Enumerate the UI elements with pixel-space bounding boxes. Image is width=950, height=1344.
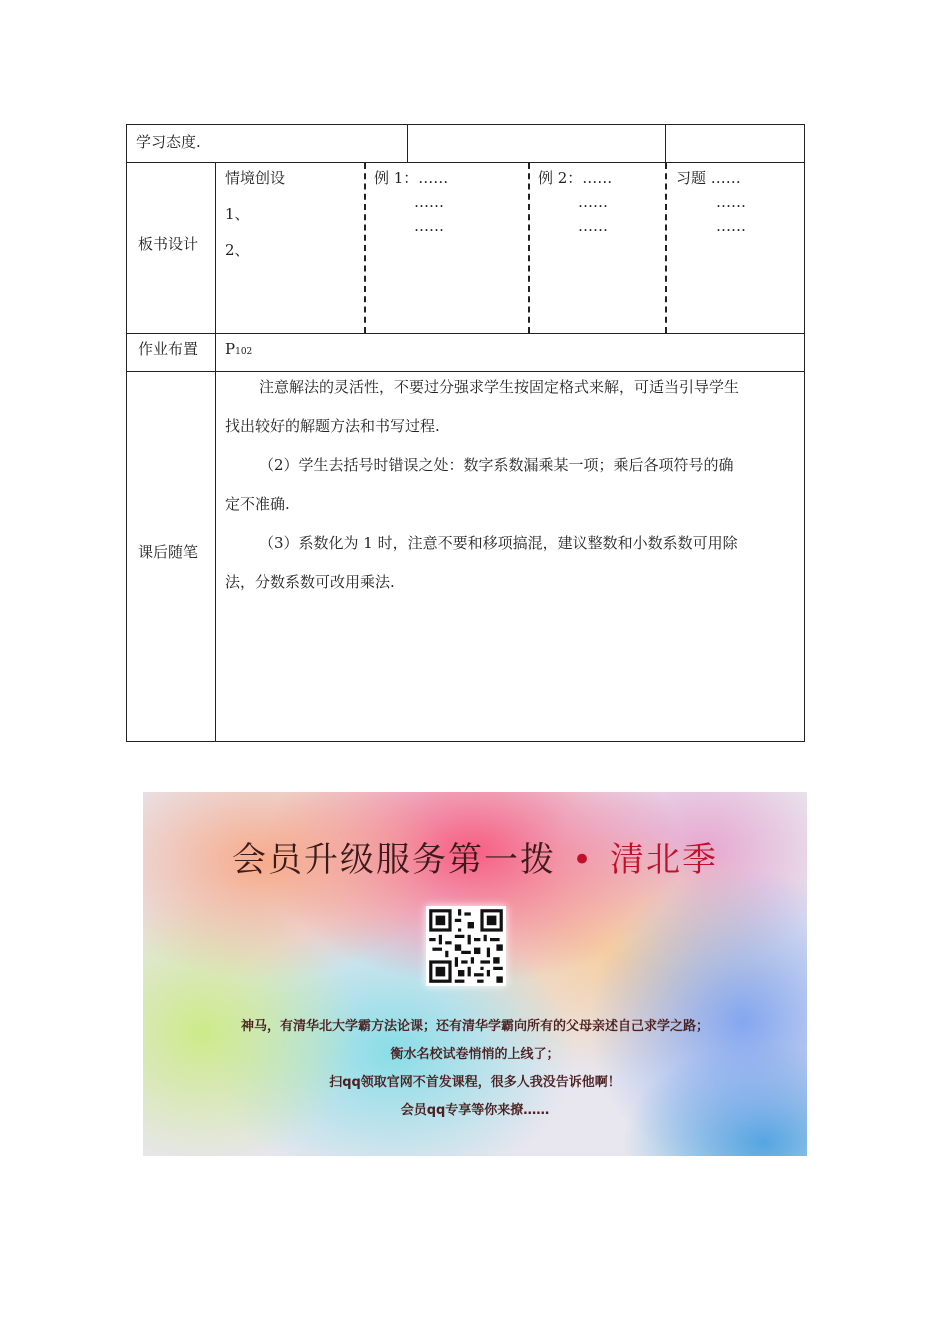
notes-line: 注意解法的灵活性，不要过分强求学生按固定格式来解，可适当引导学生 — [259, 378, 740, 396]
table-border — [126, 741, 805, 742]
example1-head: 例 1：…… — [374, 169, 449, 187]
table-border — [215, 162, 216, 742]
board-col1-line: 2、 — [225, 241, 250, 259]
homework-label: 作业布置 — [138, 340, 199, 358]
qr-code-graphic — [426, 906, 506, 986]
example1-line: …… — [414, 217, 444, 235]
example1-line: …… — [414, 193, 444, 211]
example2-head: 例 2：…… — [538, 169, 613, 187]
table-border — [126, 124, 805, 125]
board-col1-line: 情境创设 — [225, 169, 286, 187]
banner-line: 会员qq专享等你来撩…… — [400, 1103, 550, 1118]
banner-title-main: 会员升级服务第一拨 — [231, 840, 556, 880]
notes-line: 找出较好的解题方法和书写过程. — [225, 417, 440, 435]
notes-body — [225, 368, 799, 602]
table-border — [126, 124, 127, 742]
banner-line: 扫qq领取官网不首发课程，很多人我没告诉他啊！ — [329, 1075, 621, 1090]
table-dashed-border — [364, 163, 366, 333]
notes-line: 法，分数系数可改用乘法. — [225, 573, 395, 591]
banner-title-accent: 清北季 — [610, 840, 719, 880]
table-border — [407, 124, 408, 162]
banner-line: 神马，有清华北大学霸方法论课；还有清华学霸向所有的父母亲述自己求学之路； — [240, 1019, 709, 1034]
promo-banner — [143, 792, 807, 1156]
notes-line: 定不准确. — [225, 495, 290, 513]
board-design-label: 板书设计 — [138, 235, 199, 253]
notes-line: （3）系数化为 1 时，注意不要和移项搞混，建议整数和小数系数可用除 — [259, 534, 738, 552]
attitude-text: 学习态度. — [136, 133, 201, 151]
exercise-line: …… — [716, 193, 746, 211]
exercise-line: …… — [716, 217, 746, 235]
board-col1-line: 1、 — [225, 205, 250, 223]
table-dashed-border — [665, 163, 667, 333]
table-border — [665, 124, 666, 162]
notes-label: 课后随笔 — [138, 543, 199, 561]
banner-title — [143, 832, 807, 881]
qr-code-icon[interactable] — [426, 906, 506, 986]
table-border — [126, 162, 805, 163]
exercise-head: 习题 …… — [676, 169, 741, 187]
notes-line: （2）学生去括号时错误之处：数字系数漏乘某一项；乘后各项符号的确 — [259, 456, 734, 474]
banner-title-dot: • — [571, 840, 595, 880]
table-dashed-border — [528, 163, 530, 333]
homework-page — [225, 339, 252, 362]
example2-line: …… — [578, 217, 608, 235]
example2-line: …… — [578, 193, 608, 211]
banner-line: 衡水名校试卷悄悄的上线了； — [390, 1047, 560, 1062]
homework-page-number: 102 — [235, 347, 253, 357]
table-border — [804, 124, 805, 742]
table-border — [126, 333, 805, 334]
homework-page-prefix: P — [225, 340, 236, 358]
